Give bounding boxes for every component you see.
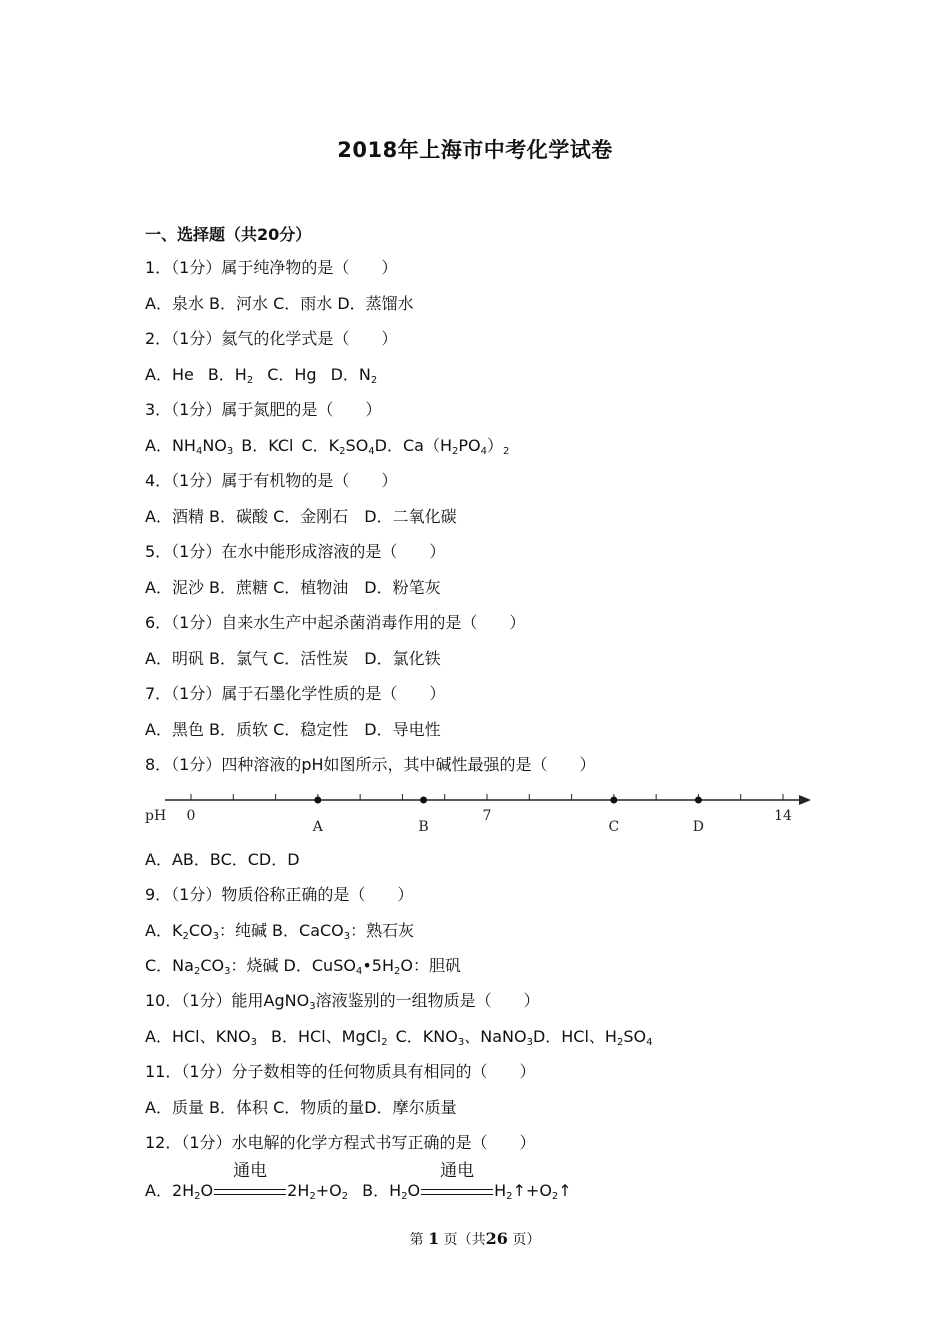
ph-point-label: C bbox=[608, 819, 620, 835]
equation-condition-b: 通电 bbox=[420, 1180, 494, 1202]
question-1: 1．（1分）属于纯净物的是（ ） bbox=[145, 258, 398, 277]
page-footer: 第 1 页（共26 页） bbox=[409, 1229, 541, 1248]
ph-tick-label: 14 bbox=[774, 808, 792, 824]
question-11-options: A．质量 B．体积 C．物质的量D．摩尔质量 bbox=[145, 1098, 457, 1117]
page-title: 2018年上海市中考化学试卷 bbox=[337, 138, 613, 162]
question-10: 10．（1分）能用AgNO$_3$溶液鉴别的一组物质是（ ） bbox=[145, 991, 540, 1012]
ph-tick-label: 7 bbox=[482, 808, 492, 824]
ph-axis-label: pH bbox=[145, 808, 167, 824]
question-11: 11．（1分）分子数相等的任何物质具有相同的（ ） bbox=[145, 1062, 536, 1081]
ph-point-label: A bbox=[312, 819, 323, 835]
question-9-options-ab: A．$K_2CO_3$：纯碱 B．CaCO$_3$：熟石灰 bbox=[145, 921, 415, 942]
question-2: 2．（1分）氦气的化学式是（ ） bbox=[145, 329, 398, 348]
question-8-options: A．AB．BC．CD．D bbox=[145, 850, 300, 869]
ph-point-d bbox=[695, 797, 702, 804]
ph-number-line bbox=[143, 782, 815, 842]
question-1-options: A．泉水 B．河水 C．雨水 D．蒸馏水 bbox=[145, 294, 414, 313]
section-heading: 一、选择题（共20分） bbox=[145, 225, 312, 244]
question-12-options: A．$2H_2O$ 通电 $2H_2+O_2$ B．$H_2O$ 通电 $H_2↑+O_2↑$ bbox=[145, 1161, 572, 1202]
question-3-options: A．$NH_4NO_3$ B．KCl C．$K_2SO_4D$．$Ca(H_2PO_4)_2$ bbox=[145, 436, 510, 457]
ph-point-label: B bbox=[418, 819, 429, 835]
ph-points bbox=[312, 797, 704, 836]
question-5: 5．（1分）在水中能形成溶液的是（ ） bbox=[145, 542, 446, 561]
ph-tick-label: 0 bbox=[186, 808, 196, 824]
question-6-options: A．明矾 B．氯气 C．活性炭 D．氯化铁 bbox=[145, 649, 441, 668]
question-7-options: A．黑色 B．质软 C．稳定性 D．导电性 bbox=[145, 720, 441, 739]
ph-point-c bbox=[610, 797, 617, 804]
question-5-options: A．泥沙 B．蔗糖 C．植物油 D．粉笔灰 bbox=[145, 578, 441, 597]
question-6: 6．（1分）自来水生产中起杀菌消毒作用的是（ ） bbox=[145, 613, 526, 632]
question-8: 8．（1分）四种溶液的pH如图所示，其中碱性最强的是（ ） bbox=[145, 755, 596, 774]
ph-point-a bbox=[314, 797, 321, 804]
ph-point-b bbox=[420, 797, 427, 804]
question-3: 3．（1分）属于氮肥的是（ ） bbox=[145, 400, 382, 419]
equation-condition-a: 通电 bbox=[213, 1180, 287, 1202]
question-9: 9．（1分）物质俗称正确的是（ ） bbox=[145, 885, 414, 904]
question-10-options: A．HCl、$KNO_3$ B．HCl、MgCl$_2$ C．$KNO_3$、NaNO$_3$D．HCl、$H_2SO_4$ bbox=[145, 1027, 653, 1048]
question-4: 4．（1分）属于有机物的是（ ） bbox=[145, 471, 398, 490]
ph-axis-arrow bbox=[799, 795, 811, 805]
question-4-options: A．酒精 B．碳酸 C．金刚石 D．二氧化碳 bbox=[145, 507, 457, 526]
question-12: 12．（1分）水电解的化学方程式书写正确的是（ ） bbox=[145, 1133, 536, 1152]
ph-minor-ticks bbox=[191, 794, 783, 800]
question-2-options: A．He B．$H_2$ C．Hg D．$N_2$ bbox=[145, 365, 378, 386]
question-9-options-cd: C．$Na_2CO_3$：烧碱 D．$CuSO_4•5H_2O$：胆矾 bbox=[145, 956, 461, 977]
ph-point-label: D bbox=[692, 819, 705, 835]
question-7: 7．（1分）属于石墨化学性质的是（ ） bbox=[145, 684, 446, 703]
